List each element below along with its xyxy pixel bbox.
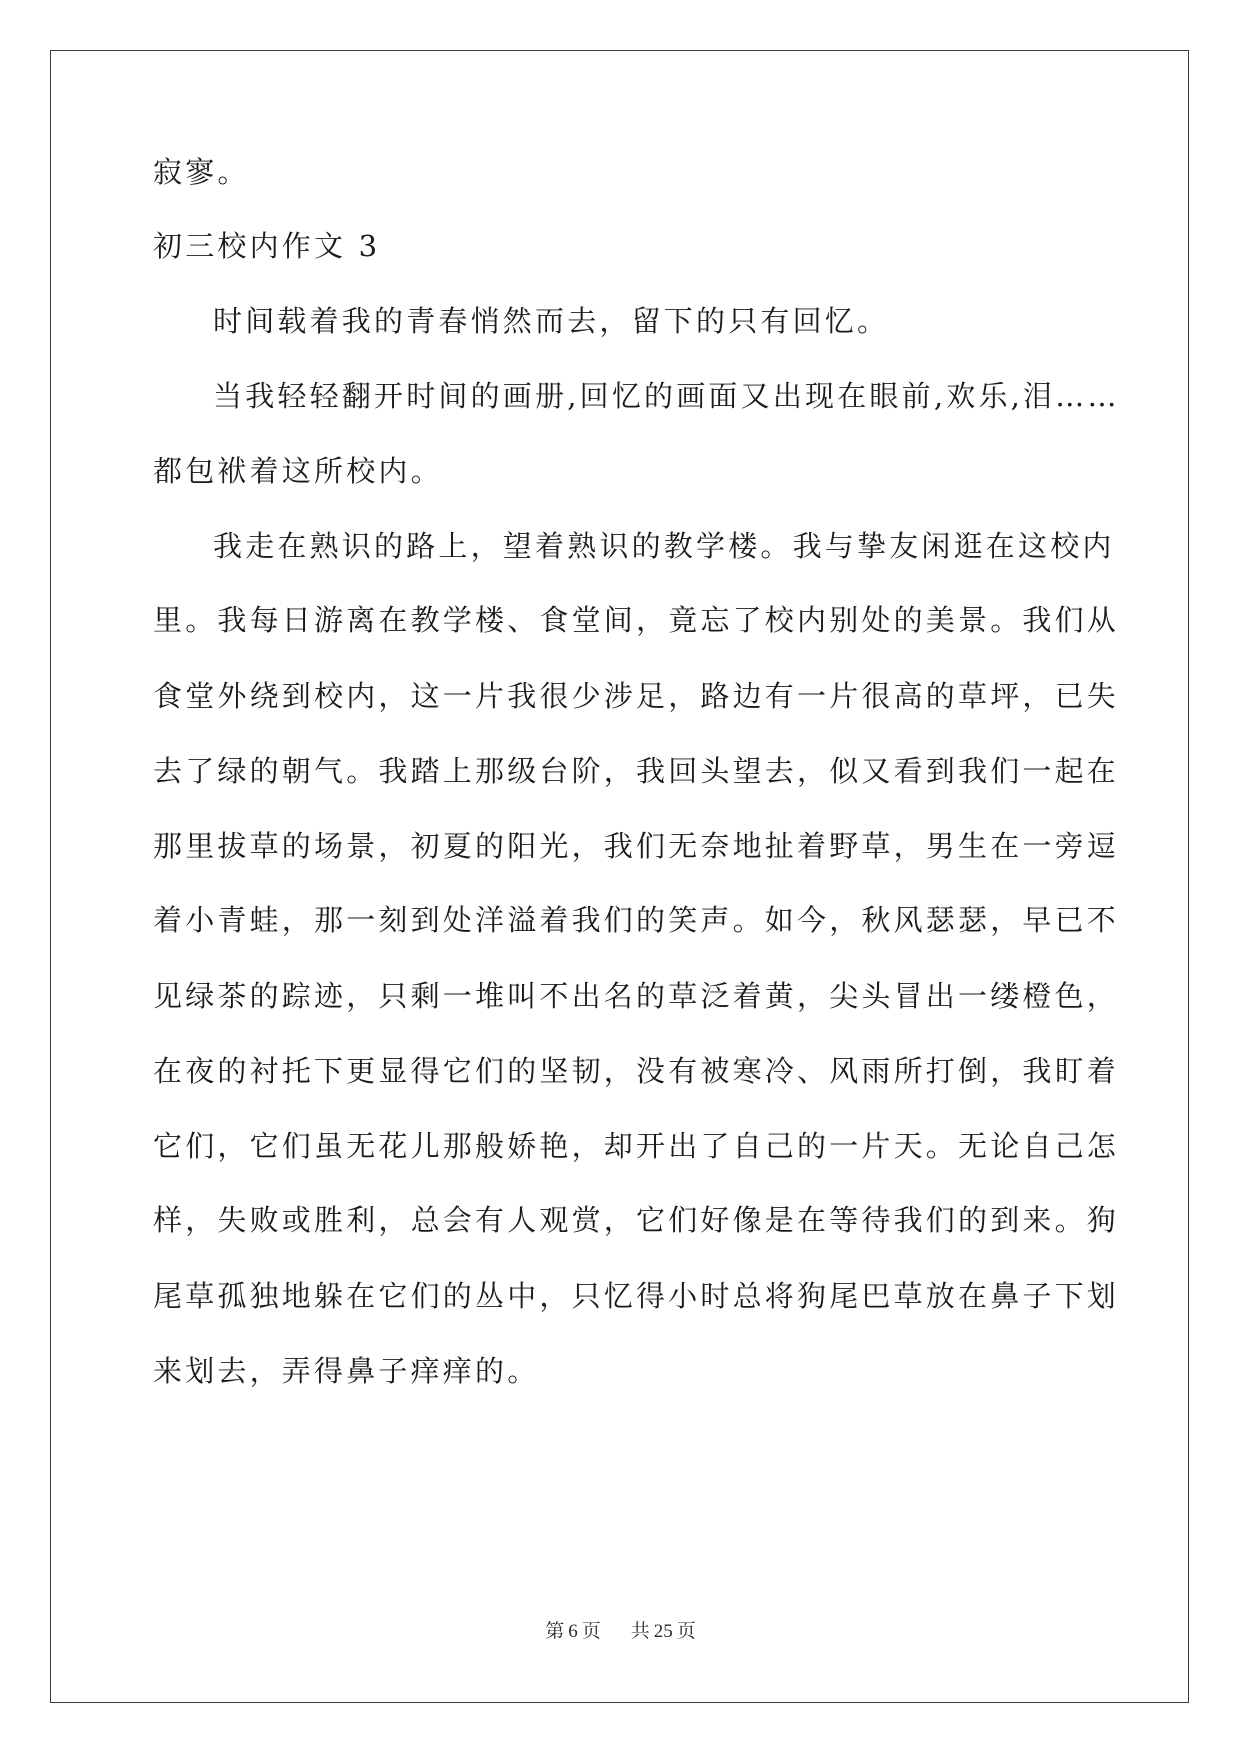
body-line: 着小青蛙，那一刻到处洋溢着我们的笑声。如今，秋风瑟瑟，早已不 <box>153 903 1120 937</box>
total-suffix: 页 <box>676 1621 696 1642</box>
body-line: 见绿茶的踪迹，只剩一堆叫不出名的草泛着黄，尖头冒出一缕橙色， <box>153 979 1120 1013</box>
body-line: 食堂外绕到校内，这一片我很少涉足，路边有一片很高的草坪，已失 <box>153 679 1120 713</box>
body-line: 来划去，弄得鼻子痒痒的。 <box>153 1354 540 1388</box>
body-line: 那里拔草的场景，初夏的阳光，我们无奈地扯着野草，男生在一旁逗 <box>153 829 1120 863</box>
body-line: 尾草孤独地躲在它们的丛中，只忆得小时总将狗尾巴草放在鼻子下划 <box>153 1279 1120 1313</box>
total-pages: 25 <box>653 1621 673 1642</box>
page-suffix: 页 <box>581 1621 601 1642</box>
page-number: 6 <box>568 1621 578 1642</box>
page-border <box>50 50 1189 1703</box>
body-line: 里。我每日游离在教学楼、食堂间，竟忘了校内别处的美景。我们从 <box>153 603 1120 637</box>
body-line: 在夜的衬托下更显得它们的坚韧，没有被寒冷、风雨所打倒，我盯着 <box>153 1054 1120 1088</box>
body-line: 样，失败或胜利，总会有人观赏，它们好像是在等待我们的到来。狗 <box>153 1203 1120 1237</box>
body-line: 寂寥。 <box>153 155 250 189</box>
body-line: 去了绿的朝气。我踏上那级台阶，我回头望去，似又看到我们一起在 <box>153 754 1120 788</box>
page-footer <box>0 1616 1241 1643</box>
body-line: 当我轻轻翻开时间的画册,回忆的画面又出现在眼前,欢乐,泪…… <box>213 379 1120 413</box>
total-prefix: 共 <box>630 1621 650 1642</box>
body-line: 时间载着我的青春悄然而去，留下的只有回忆。 <box>213 304 890 338</box>
body-line: 我走在熟识的路上，望着熟识的教学楼。我与挚友闲逛在这校内 <box>213 529 1115 563</box>
section-heading: 初三校内作文 3 <box>153 229 381 263</box>
body-line: 它们，它们虽无花儿那般娇艳，却开出了自己的一片天。无论自己怎 <box>153 1129 1120 1163</box>
body-line: 都包袱着这所校内。 <box>153 454 443 488</box>
page-prefix: 第 <box>545 1621 565 1642</box>
